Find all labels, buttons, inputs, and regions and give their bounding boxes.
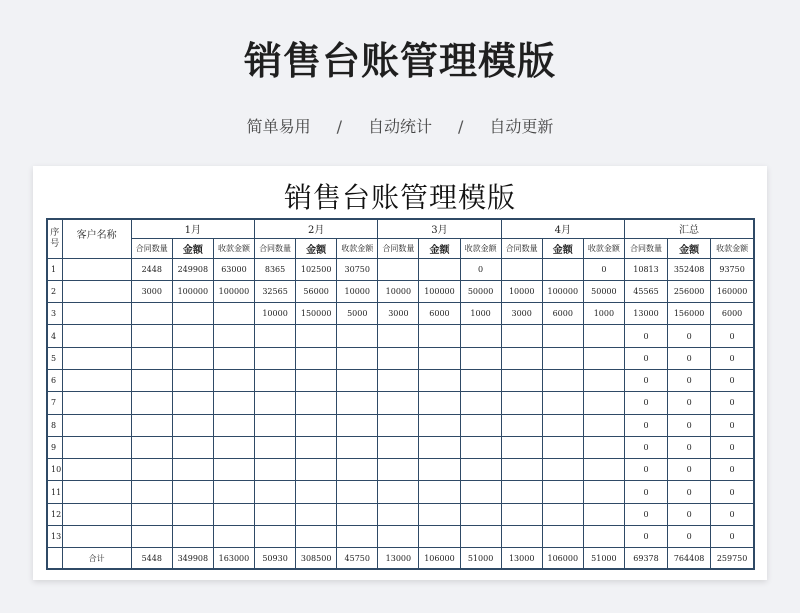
data-cell[interactable] [131,414,172,436]
data-cell[interactable]: 1000 [583,303,624,325]
data-cell[interactable]: 0 [668,392,711,414]
data-cell[interactable]: 93750 [711,258,754,280]
data-cell[interactable]: 0 [624,347,667,369]
data-cell[interactable]: 0 [624,325,667,347]
data-cell[interactable] [296,414,337,436]
customer-name-cell[interactable] [62,481,131,503]
data-cell[interactable]: 0 [668,526,711,548]
data-cell[interactable]: 0 [711,481,754,503]
data-cell[interactable]: 0 [711,325,754,347]
data-cell[interactable]: 0 [711,503,754,525]
table-row [47,280,754,302]
data-cell[interactable] [172,392,213,414]
data-cell[interactable]: 100000 [172,280,213,302]
data-cell[interactable] [131,526,172,548]
data-cell[interactable] [296,369,337,391]
customer-name-cell[interactable] [62,436,131,458]
data-cell[interactable] [460,503,501,525]
customer-name-cell[interactable] [62,325,131,347]
data-cell[interactable] [378,414,419,436]
data-cell[interactable] [337,526,378,548]
data-cell[interactable] [378,392,419,414]
data-cell[interactable] [337,481,378,503]
data-cell[interactable]: 10000 [255,303,296,325]
data-cell[interactable] [419,503,460,525]
data-cell[interactable]: 0 [624,436,667,458]
data-cell[interactable] [501,414,542,436]
data-cell[interactable]: 0 [668,503,711,525]
data-cell[interactable] [542,459,583,481]
data-cell[interactable] [419,526,460,548]
customer-name-cell[interactable] [62,303,131,325]
total-cell[interactable]: 51000 [583,548,624,570]
tag-easy: 简单易用 [246,117,311,136]
data-cell[interactable] [296,325,337,347]
data-cell[interactable] [296,347,337,369]
data-cell[interactable] [542,258,583,280]
data-cell[interactable] [583,325,624,347]
data-cell[interactable]: 50000 [583,280,624,302]
data-cell[interactable] [419,258,460,280]
data-cell[interactable] [501,325,542,347]
field-header: 金额 [172,238,213,258]
customer-name-cell[interactable] [62,414,131,436]
customer-name-cell[interactable] [62,347,131,369]
data-cell[interactable] [583,414,624,436]
data-cell[interactable] [542,369,583,391]
row-seq-cell[interactable]: 2 [47,280,62,302]
total-cell[interactable]: 51000 [460,548,501,570]
data-cell[interactable] [337,325,378,347]
data-cell[interactable]: 0 [711,526,754,548]
data-cell[interactable] [213,414,254,436]
data-cell[interactable] [131,436,172,458]
customer-name-cell[interactable] [62,526,131,548]
data-cell[interactable] [131,392,172,414]
data-cell[interactable] [337,459,378,481]
data-cell[interactable] [419,414,460,436]
header-row-months [47,219,754,238]
data-cell[interactable] [419,436,460,458]
data-cell[interactable] [131,347,172,369]
data-cell[interactable] [501,503,542,525]
data-cell[interactable]: 160000 [711,280,754,302]
data-cell[interactable]: 30750 [337,258,378,280]
data-cell[interactable]: 0 [624,503,667,525]
data-cell[interactable] [501,481,542,503]
total-cell[interactable]: 50930 [255,548,296,570]
data-cell[interactable] [460,325,501,347]
data-cell[interactable] [583,369,624,391]
data-cell[interactable]: 6000 [419,303,460,325]
data-cell[interactable]: 0 [624,414,667,436]
table-row [47,369,754,391]
data-cell[interactable] [131,325,172,347]
data-cell[interactable]: 50000 [460,280,501,302]
total-cell[interactable]: 13000 [378,548,419,570]
data-cell[interactable]: 0 [668,369,711,391]
row-seq-cell[interactable]: 8 [47,414,62,436]
data-cell[interactable] [378,503,419,525]
field-header: 收款金额 [583,238,624,258]
total-cell[interactable]: 349908 [172,548,213,570]
total-cell[interactable]: 106000 [542,548,583,570]
data-cell[interactable] [583,526,624,548]
data-cell[interactable]: 56000 [296,280,337,302]
data-cell[interactable] [213,369,254,391]
data-cell[interactable] [255,503,296,525]
data-cell[interactable] [542,392,583,414]
data-cell[interactable]: 0 [711,392,754,414]
total-cell[interactable]: 764408 [668,548,711,570]
total-cell[interactable]: 106000 [419,548,460,570]
data-cell[interactable]: 0 [711,369,754,391]
row-seq-cell[interactable]: 7 [47,392,62,414]
data-cell[interactable] [460,436,501,458]
data-cell[interactable] [172,503,213,525]
summary-header: 汇总 [624,219,754,238]
data-cell[interactable]: 6000 [711,303,754,325]
data-cell[interactable] [542,436,583,458]
table-row [47,303,754,325]
data-cell[interactable] [296,436,337,458]
data-cell[interactable] [296,481,337,503]
total-cell[interactable]: 13000 [501,548,542,570]
month-header: 1月 [131,219,254,238]
row-seq-cell[interactable]: 5 [47,347,62,369]
data-cell[interactable] [583,503,624,525]
data-cell[interactable]: 256000 [668,280,711,302]
data-cell[interactable]: 5000 [337,303,378,325]
tag-separator: / [458,117,464,136]
data-cell[interactable] [378,526,419,548]
customer-name-cell[interactable] [62,369,131,391]
field-header: 合同数量 [378,238,419,258]
data-cell[interactable] [131,369,172,391]
table-row [47,258,754,280]
data-cell[interactable] [378,325,419,347]
data-cell[interactable]: 3000 [501,303,542,325]
data-cell[interactable] [501,347,542,369]
data-cell[interactable] [460,414,501,436]
data-cell[interactable]: 10813 [624,258,667,280]
data-cell[interactable] [213,392,254,414]
page-title: 销售台账管理模版 [243,39,556,83]
data-cell[interactable] [255,325,296,347]
data-cell[interactable] [419,369,460,391]
month-header: 2月 [255,219,378,238]
data-cell[interactable]: 10000 [378,280,419,302]
data-cell[interactable] [131,459,172,481]
data-cell[interactable] [172,414,213,436]
field-header: 金额 [296,238,337,258]
data-cell[interactable]: 0 [624,392,667,414]
customer-name-cell[interactable] [62,503,131,525]
data-cell[interactable] [213,503,254,525]
field-header: 合同数量 [501,238,542,258]
data-cell[interactable]: 102500 [296,258,337,280]
customer-name-cell[interactable] [62,392,131,414]
customer-name-cell[interactable] [62,280,131,302]
total-cell[interactable]: 259750 [711,548,754,570]
data-cell[interactable] [378,481,419,503]
data-cell[interactable]: 2448 [131,258,172,280]
row-seq-cell[interactable]: 10 [47,459,62,481]
data-cell[interactable] [419,481,460,503]
data-cell[interactable] [583,436,624,458]
data-cell[interactable] [131,481,172,503]
customer-name-cell[interactable] [62,459,131,481]
data-cell[interactable]: 0 [624,481,667,503]
tag-auto-update: 自动更新 [489,117,554,136]
data-cell[interactable]: 0 [668,481,711,503]
data-cell[interactable] [255,526,296,548]
total-cell[interactable]: 45750 [337,548,378,570]
data-cell[interactable]: 1000 [460,303,501,325]
data-cell[interactable]: 0 [624,369,667,391]
total-label: 合计 [62,548,131,570]
data-cell[interactable] [255,369,296,391]
data-cell[interactable]: 0 [668,436,711,458]
data-cell[interactable] [172,303,213,325]
data-cell[interactable] [419,459,460,481]
row-seq-cell[interactable]: 4 [47,325,62,347]
field-header: 收款金额 [213,238,254,258]
data-cell[interactable] [501,459,542,481]
data-cell[interactable] [460,459,501,481]
data-cell[interactable]: 0 [711,459,754,481]
data-cell[interactable] [378,258,419,280]
data-cell[interactable]: 0 [668,414,711,436]
data-cell[interactable] [255,414,296,436]
total-row [47,548,754,570]
data-cell[interactable] [583,459,624,481]
data-cell[interactable] [542,414,583,436]
customer-name-cell[interactable] [62,258,131,280]
data-cell[interactable] [255,481,296,503]
data-cell[interactable]: 45565 [624,280,667,302]
data-cell[interactable] [255,459,296,481]
table-row [47,526,754,548]
table-row [47,392,754,414]
data-cell[interactable] [419,392,460,414]
data-cell[interactable] [172,347,213,369]
row-seq-cell[interactable]: 1 [47,258,62,280]
data-cell[interactable]: 150000 [296,303,337,325]
row-seq-cell[interactable]: 3 [47,303,62,325]
field-header: 合同数量 [131,238,172,258]
data-cell[interactable]: 0 [624,459,667,481]
spreadsheet-card [33,166,767,580]
data-cell[interactable] [296,392,337,414]
data-cell[interactable] [542,526,583,548]
data-cell[interactable] [501,258,542,280]
data-cell[interactable] [213,526,254,548]
data-cell[interactable] [501,392,542,414]
data-cell[interactable] [131,303,172,325]
field-header: 合同数量 [255,238,296,258]
data-cell[interactable] [378,347,419,369]
data-cell[interactable] [460,369,501,391]
row-seq-cell[interactable]: 11 [47,481,62,503]
row-seq-cell[interactable]: 12 [47,503,62,525]
seq-header: 序号 [47,219,62,258]
data-cell[interactable]: 3000 [131,280,172,302]
data-cell[interactable]: 0 [460,258,501,280]
data-cell[interactable] [501,436,542,458]
data-cell[interactable] [213,303,254,325]
total-cell[interactable]: 5448 [131,548,172,570]
data-cell[interactable]: 3000 [378,303,419,325]
data-cell[interactable] [337,503,378,525]
total-cell[interactable]: 163000 [213,548,254,570]
data-cell[interactable]: 0 [668,347,711,369]
data-cell[interactable]: 100000 [213,280,254,302]
data-cell[interactable] [501,526,542,548]
table-row [47,436,754,458]
data-cell[interactable] [213,436,254,458]
data-cell[interactable] [296,526,337,548]
data-cell[interactable]: 0 [668,459,711,481]
field-header: 收款金额 [460,238,501,258]
data-cell[interactable]: 0 [624,526,667,548]
data-cell[interactable]: 8365 [255,258,296,280]
data-cell[interactable] [583,392,624,414]
data-cell[interactable]: 10000 [337,280,378,302]
data-cell[interactable] [460,481,501,503]
table-row [47,347,754,369]
data-cell[interactable]: 10000 [501,280,542,302]
month-header: 3月 [378,219,501,238]
data-cell[interactable] [337,392,378,414]
data-cell[interactable] [583,481,624,503]
data-cell[interactable]: 13000 [624,303,667,325]
data-cell[interactable] [501,369,542,391]
data-cell[interactable]: 63000 [213,258,254,280]
data-cell[interactable]: 0 [668,325,711,347]
data-cell[interactable] [378,436,419,458]
data-cell[interactable] [213,325,254,347]
data-cell[interactable]: 6000 [542,303,583,325]
data-cell[interactable] [337,347,378,369]
data-cell[interactable] [337,369,378,391]
tag-auto-stats: 自动统计 [367,117,432,136]
total-cell[interactable]: 308500 [296,548,337,570]
row-seq-cell[interactable]: 6 [47,369,62,391]
field-header: 金额 [668,238,711,258]
data-cell[interactable] [337,414,378,436]
data-cell[interactable] [213,459,254,481]
tag-separator: / [336,117,342,136]
data-cell[interactable]: 156000 [668,303,711,325]
sales-ledger-table [46,218,755,570]
data-cell[interactable] [296,503,337,525]
field-header: 收款金额 [711,238,754,258]
row-seq-cell[interactable]: 9 [47,436,62,458]
total-cell[interactable]: 69378 [624,548,667,570]
data-cell[interactable] [542,325,583,347]
table-row [47,481,754,503]
data-cell[interactable] [255,436,296,458]
data-cell[interactable]: 0 [711,347,754,369]
data-cell[interactable] [378,369,419,391]
data-cell[interactable] [172,481,213,503]
feature-tagline [0,114,800,137]
table-row [47,414,754,436]
header-row-fields [47,238,754,258]
data-cell[interactable] [460,347,501,369]
data-cell[interactable]: 0 [583,258,624,280]
data-cell[interactable]: 249908 [172,258,213,280]
field-header: 收款金额 [337,238,378,258]
data-cell[interactable] [172,369,213,391]
data-cell[interactable]: 32565 [255,280,296,302]
data-cell[interactable] [131,503,172,525]
data-cell[interactable]: 100000 [419,280,460,302]
data-cell[interactable]: 0 [711,436,754,458]
table-row [47,325,754,347]
data-cell[interactable] [583,347,624,369]
data-cell[interactable] [337,436,378,458]
data-cell[interactable] [172,436,213,458]
month-header: 4月 [501,219,624,238]
data-cell[interactable]: 352408 [668,258,711,280]
data-cell[interactable]: 100000 [542,280,583,302]
table-row [47,503,754,525]
data-cell[interactable] [296,459,337,481]
data-cell[interactable] [460,392,501,414]
field-header: 合同数量 [624,238,667,258]
sheet-title: 销售台账管理模版 [283,181,516,214]
data-cell[interactable] [542,347,583,369]
table-row [47,459,754,481]
field-header: 金额 [419,238,460,258]
total-seq-cell [47,548,62,570]
data-cell[interactable]: 0 [711,414,754,436]
data-cell[interactable] [255,392,296,414]
row-seq-cell[interactable]: 13 [47,526,62,548]
data-cell[interactable] [378,459,419,481]
data-cell[interactable] [172,459,213,481]
data-cell[interactable] [419,347,460,369]
data-cell[interactable] [172,526,213,548]
data-cell[interactable] [255,347,296,369]
data-cell[interactable] [213,347,254,369]
field-header: 金额 [542,238,583,258]
data-cell[interactable] [213,481,254,503]
data-cell[interactable] [172,325,213,347]
data-cell[interactable] [542,481,583,503]
customer-name-header: 客户名称 [62,219,131,258]
data-cell[interactable] [419,325,460,347]
data-cell[interactable] [460,526,501,548]
data-cell[interactable] [542,503,583,525]
